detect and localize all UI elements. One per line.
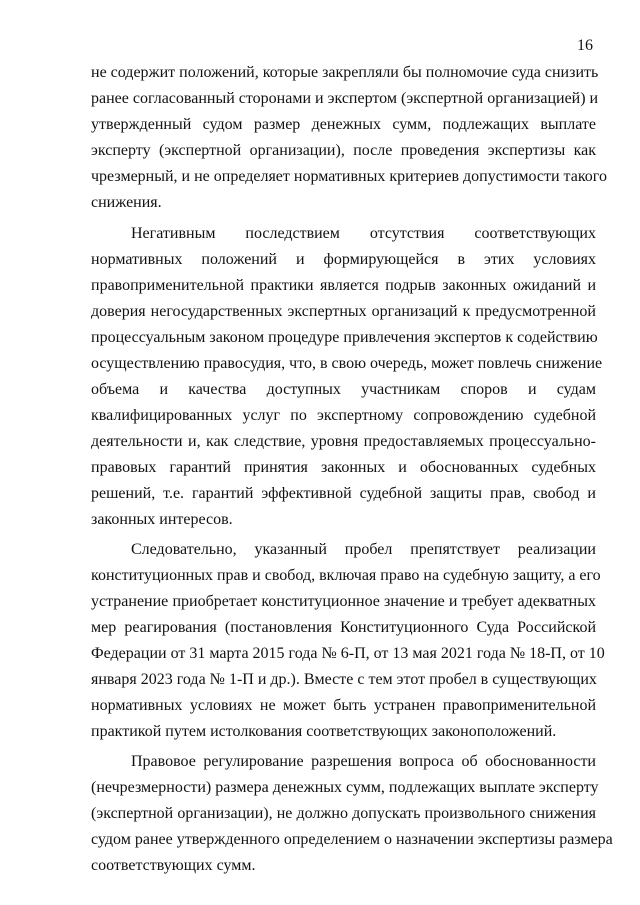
text-line: (экспертной организации), не должно допускать произвольного снижения <box>91 805 596 822</box>
page-number: 16 <box>577 37 593 54</box>
text-line: утвержденный судом размер денежных сумм, подлежащих выплате <box>91 116 596 133</box>
text-line: судом ранее утвержденного определением о назначении экспертизы размера <box>91 831 613 848</box>
text-line: Негативным последствием отсутствия соответствующих <box>131 225 596 242</box>
text-line: практикой путем истолкования соответствующих законоположений. <box>91 723 557 740</box>
text-line: соответствующих сумм. <box>91 857 256 874</box>
text-line: правовых гарантий принятия законных и обоснованных судебных <box>91 459 596 476</box>
text-line: устранение приобретает конституционное значение и требует адекватных <box>91 593 596 610</box>
text-line: не содержит положений, которые закрепляли бы полномочие суда снизить <box>91 64 599 81</box>
text-line: (нечрезмерности) размера денежных сумм, подлежащих выплате эксперту <box>91 779 599 796</box>
text-line: доверия негосударственных экспертных организаций к предусмотренной <box>91 303 596 320</box>
text-line: конституционных прав и свобод, включая право на судебную защиту, а его <box>91 567 601 584</box>
text-line: Следовательно, указанный пробел препятствует реализации <box>131 541 596 558</box>
text-line: осуществлению правосудия, что, в свою очередь, может повлечь снижение <box>91 355 603 372</box>
text-line: мер реагирования (постановления Конституционного Суда Российской <box>91 619 596 636</box>
text-line: решений, т.е. гарантий эффективной судебной защиты прав, свобод и <box>91 485 596 502</box>
text-line: января 2023 года № 1-П и др.). Вместе с тем этот пробел в существующих <box>91 671 597 688</box>
text-line: нормативных положений и формирующейся в этих условиях <box>91 251 596 268</box>
text-line: снижения. <box>91 194 162 211</box>
text-line: ранее согласованный сторонами и экспертом (экспертной организацией) и <box>91 90 599 107</box>
text-line: нормативных условиях не может быть устранен правоприменительной <box>91 697 596 714</box>
text-line: Правовое регулирование разрешения вопроса об обоснованности <box>131 753 596 770</box>
text-line: процессуальным законом процедуре привлечения экспертов к содействию <box>91 329 598 346</box>
text-line: чрезмерный, и не определяет нормативных критериев допустимости такого <box>91 168 607 185</box>
text-line: деятельности и, как следствие, уровня предоставляемых процессуально- <box>91 433 596 450</box>
text-line: эксперту (экспертной организации), после проведения экспертизы как <box>91 142 596 159</box>
text-line: Федерации от 31 марта 2015 года № 6-П, от 13 мая 2021 года № 18-П, от 10 <box>91 645 605 662</box>
text-line: квалифицированных услуг по экспертному сопровождению судебной <box>91 407 596 424</box>
text-line: объема и качества доступных участникам споров и судам <box>91 381 596 398</box>
text-line: правоприменительной практики является подрыв законных ожиданий и <box>91 277 596 294</box>
text-line: законных интересов. <box>91 511 233 528</box>
